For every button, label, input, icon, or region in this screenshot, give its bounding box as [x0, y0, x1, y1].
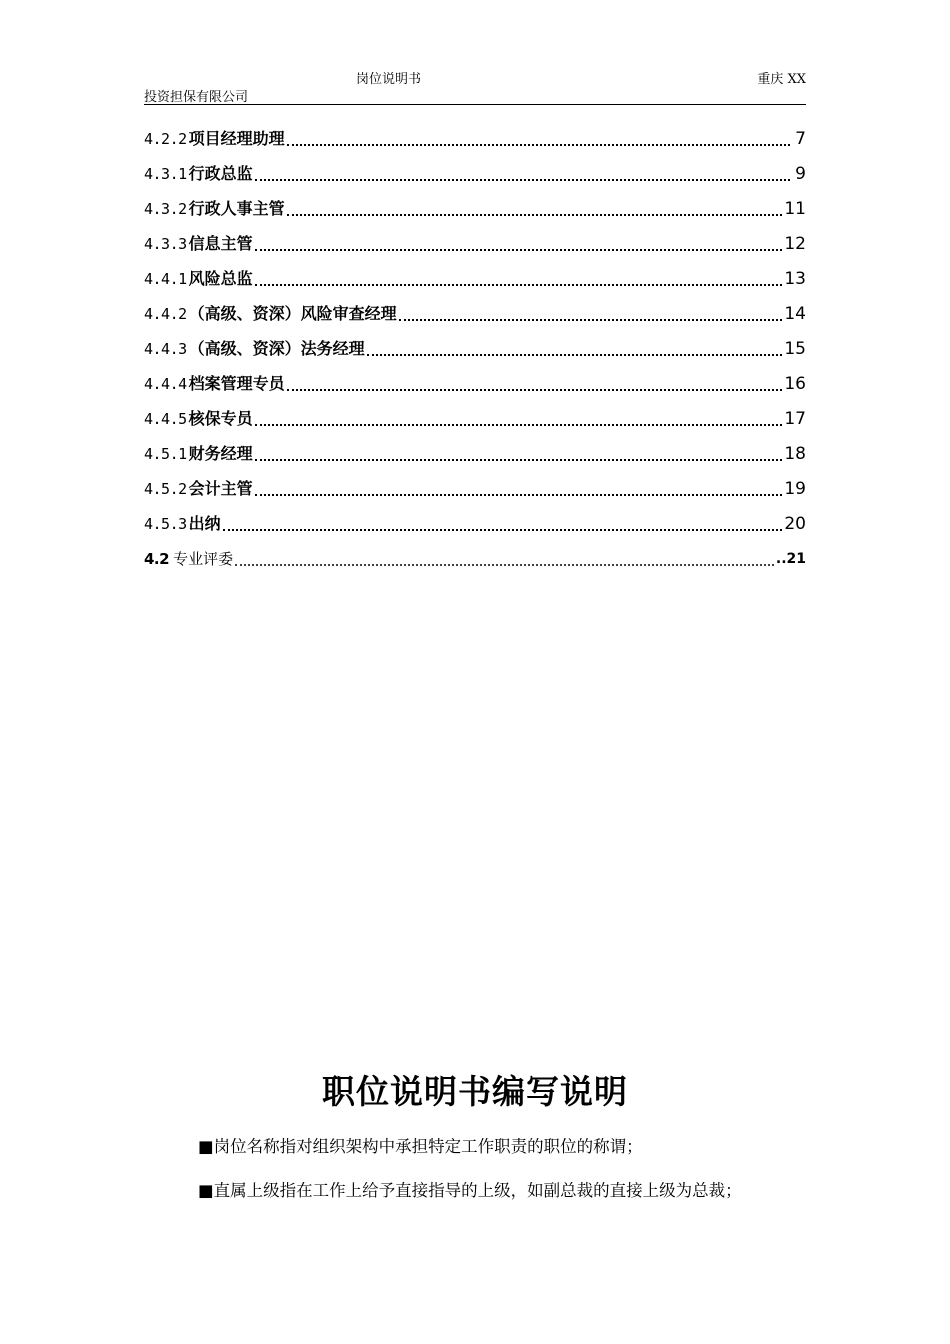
toc-entry-page: 14 — [784, 304, 806, 324]
toc-dot-leader — [255, 490, 783, 496]
toc-entry-number: 4.4.2 — [144, 305, 187, 323]
toc-entry-page: 13 — [784, 269, 806, 289]
toc-entry-page: 18 — [784, 444, 806, 464]
toc-entry-number: 4.3.1 — [144, 165, 187, 183]
toc-entry-number: 4.4.5 — [144, 410, 187, 428]
toc-entry-number: 4.4.1 — [144, 270, 187, 288]
toc-entry-page: 12 — [784, 234, 806, 254]
toc-entry-title: （高级、资深）法务经理 — [188, 339, 365, 358]
toc-entry[interactable] — [144, 359, 806, 394]
toc-dot-leader — [367, 350, 783, 356]
toc-entry-page: 9 — [795, 164, 806, 184]
toc-entry-number: 4.2.2 — [144, 130, 187, 148]
toc-entry-number: 4.5.3 — [144, 515, 187, 533]
toc-dot-leader — [255, 175, 790, 181]
toc-dot-leader — [287, 210, 783, 216]
toc-entry[interactable] — [144, 464, 806, 499]
toc-entry[interactable] — [144, 394, 806, 429]
toc-entry[interactable] — [144, 534, 806, 569]
toc-entry-page: 19 — [784, 479, 806, 499]
toc-entry-number: 4.5.2 — [144, 480, 187, 498]
toc-dot-leader — [287, 385, 783, 391]
toc-entry-title: 行政总监 — [188, 164, 253, 183]
toc-entry-number: 4.4.4 — [144, 375, 187, 393]
toc-entry-title: 信息主管 — [188, 234, 253, 253]
toc-entry-title: 风险总监 — [188, 269, 253, 288]
toc-entry-number: 4.3.3 — [144, 235, 187, 253]
body-paragraph: ■岗位名称指对组织架构中承担特定工作职责的职位的称谓； — [198, 1137, 643, 1156]
header-company: 投资担保有限公司 — [144, 90, 249, 105]
toc-entry-page: 11 — [784, 199, 806, 219]
toc-entry-title: 核保专员 — [188, 409, 253, 428]
toc-dot-leader — [255, 420, 783, 426]
toc-entry[interactable] — [144, 219, 806, 254]
toc-dot-leader — [235, 560, 774, 566]
toc-entry-page: 20 — [784, 514, 806, 534]
table-of-contents — [144, 114, 806, 569]
toc-entry[interactable] — [144, 289, 806, 324]
toc-dot-leader — [255, 455, 783, 461]
toc-entry-number: 4.5.1 — [144, 445, 187, 463]
body-paragraph: ■直属上级指在工作上给予直接指导的上级，如副总裁的直接上级为总裁； — [198, 1181, 742, 1200]
header-doc-title: 岗位说明书 — [356, 72, 422, 87]
toc-entry[interactable] — [144, 324, 806, 359]
toc-entry[interactable] — [144, 429, 806, 464]
toc-dot-leader — [399, 315, 783, 321]
toc-entry-title: 会计主管 — [188, 479, 253, 498]
page-header — [144, 66, 806, 105]
section-heading: 职位说明书编写说明 — [322, 1072, 628, 1111]
toc-entry[interactable] — [144, 114, 806, 149]
toc-entry-title: 财务经理 — [188, 444, 253, 463]
toc-entry-number: 4.3.2 — [144, 200, 187, 218]
toc-entry-title: 项目经理助理 — [188, 129, 285, 148]
toc-entry-title: 档案管理专员 — [188, 374, 285, 393]
toc-entry-number: 4.4.3 — [144, 340, 187, 358]
toc-entry-number: 4.2 — [144, 550, 170, 568]
toc-entry-title: 专业评委 — [173, 550, 234, 568]
toc-entry[interactable] — [144, 149, 806, 184]
toc-entry[interactable] — [144, 254, 806, 289]
toc-dot-leader — [223, 525, 783, 531]
toc-dot-leader — [255, 245, 783, 251]
toc-dot-leader — [255, 280, 783, 286]
toc-entry-title: 行政人事主管 — [188, 199, 285, 218]
toc-entry-page: 16 — [784, 374, 806, 394]
toc-entry-title: （高级、资深）风险审查经理 — [188, 304, 397, 323]
header-city: 重庆 XX — [757, 72, 806, 87]
toc-entry-page: 17 — [784, 409, 806, 429]
toc-dot-leader — [287, 140, 790, 146]
toc-entry-title: 出纳 — [188, 514, 221, 533]
toc-entry-page: ..21 — [775, 551, 806, 567]
toc-entry[interactable] — [144, 499, 806, 534]
toc-entry[interactable] — [144, 184, 806, 219]
toc-entry-page: 7 — [795, 129, 806, 149]
toc-entry-page: 15 — [784, 339, 806, 359]
